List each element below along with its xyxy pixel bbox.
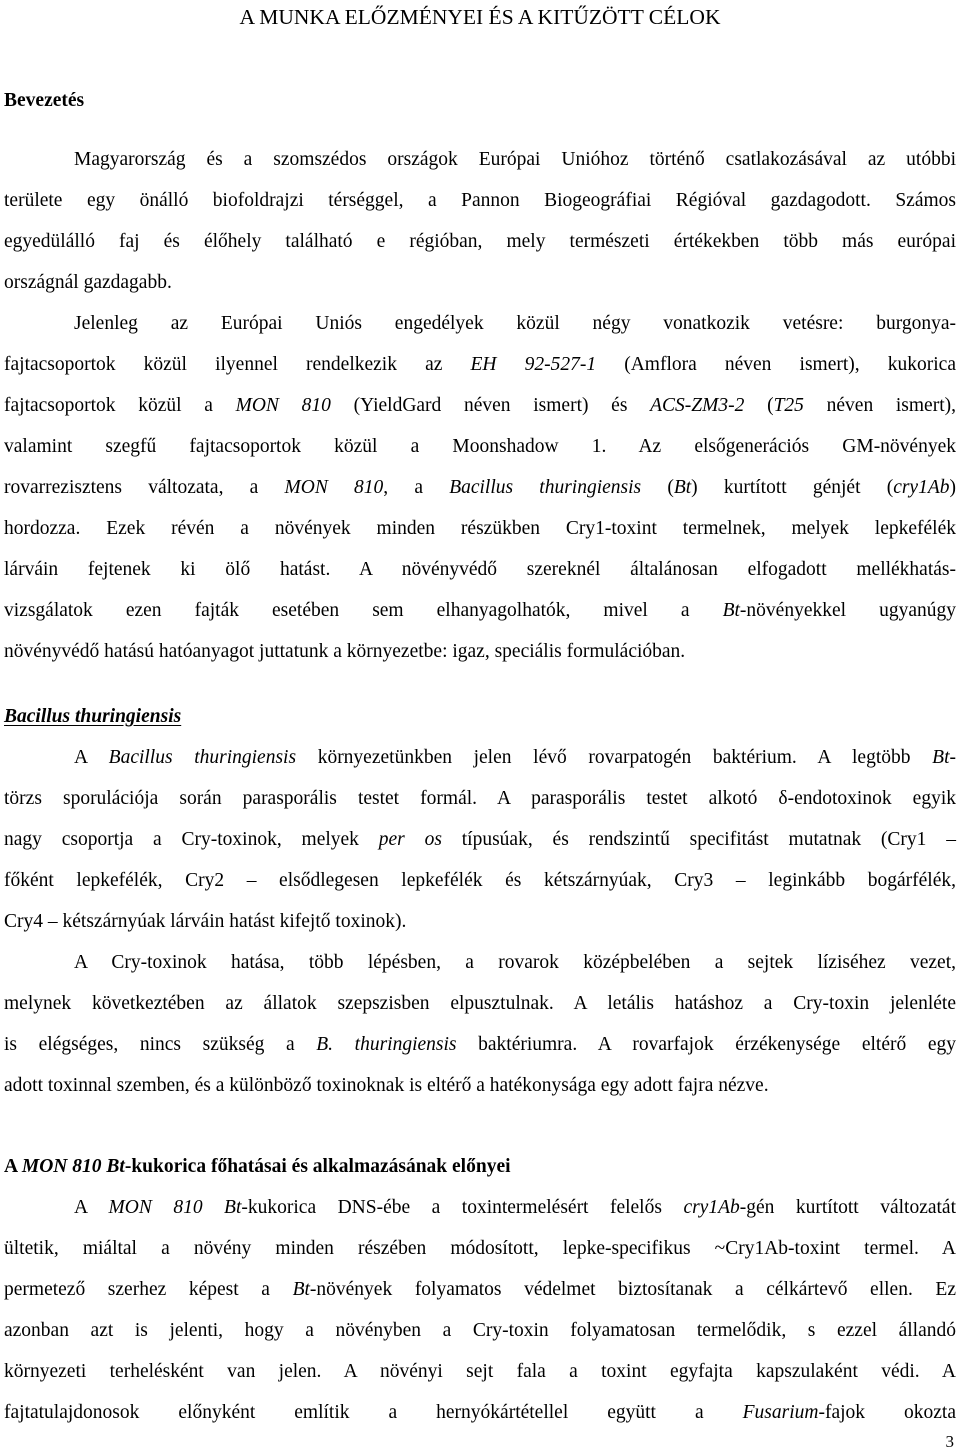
text-line: növényvédő hatású hatóanyagot juttatunk a környezetbe: igaz, speciális formulációban. (4, 641, 686, 662)
text-line: A Cry-toxinok hatása, több lépésben, a rovarok középbelében a sejtek líziséhez vezet, (74, 952, 956, 973)
text-line: Jelenleg az Európai Uniós engedélyek közül négy vonatkozik vetésre: burgonya- (74, 313, 956, 334)
text-line: nagy csoportja a Cry-toxinok, melyek per os típusúak, és rendszintű specifitást mutatnak (Cry1 – (4, 829, 956, 850)
text-line: környezeti terhelésként van jelen. A növényi sejt fala a toxint egyfajta kapszulaként védi. A (4, 1361, 956, 1382)
page-number: 3 (945, 1432, 954, 1451)
text-line: valamint szegfű fajtacsoportok közül a Moonshadow 1. Az elsőgenerációs GM-növények (4, 436, 956, 457)
text-line: fajtacsoportok közül ilyennel rendelkezik az EH 92-527-1 (Amflora néven ismert), kukorica (4, 354, 956, 375)
paragraph-mon810 (4, 1187, 956, 1433)
text-line: is elégséges, nincs szükség a B. thuringiensis baktériumra. A rovarfajok érzékenysége eltérő egy (4, 1034, 956, 1055)
text-line: azonban azt is jelenti, hogy a növényben a Cry-toxin folyamatosan termelődik, s ezzel állandó (4, 1320, 956, 1341)
text-line: fajtacsoportok közül a MON 810 (YieldGard néven ismert) és ACS-ZM3-2 (T25 néven ismert), (4, 395, 956, 416)
text-line: A MON 810 Bt-kukorica DNS-ébe a toxintermelésért felelős cry1Ab-gén kurtított változatát (74, 1197, 956, 1218)
text-line: országnál gazdagabb. (4, 272, 172, 293)
text-line: lárváin fejtenek ki ölő hatást. A növényvédő szereknél általánosan elfogadott mellékhatás- (4, 559, 956, 580)
paragraph-intro (4, 139, 956, 303)
text-line: permetező szerhez képest a Bt-növények folyamatos védelmet biztosítanak a célkártevő ellen. Ez (4, 1279, 956, 1300)
text-line: területe egy önálló biofoldrajzi térséggel, a Pannon Biogeográfiai Régióval gazdagodott. Számos (4, 190, 956, 211)
text-line: rovarrezisztens változata, a MON 810, a Bacillus thuringiensis (Bt) kurtított génjét (cry1Ab) (4, 477, 956, 498)
section-heading-bacillus: Bacillus thuringiensis (4, 706, 182, 727)
section-heading-mon810: A MON 810 Bt-kukorica főhatásai és alkalmazásának előnyei (4, 1156, 511, 1177)
text-line: Cry4 – kétszárnyúak lárváin hatást kifejtő toxinok). (4, 911, 407, 932)
text-line: melynek következtében az állatok szepszisben elpusztulnak. A letális hatáshoz a Cry-toxin jelenléte (4, 993, 956, 1014)
paragraph-bt-description (4, 737, 956, 942)
paragraph-eu-approvals (4, 303, 956, 672)
text-line: fajtatulajdonosok előnyként említik a hernyókártétellel együtt a Fusarium-fajok okozta (4, 1402, 956, 1423)
paragraph-cry-toxin-effect (4, 942, 956, 1106)
text-line: főként lepkefélék, Cry2 – elsődlegesen lepkefélék és kétszárnyúak, Cry3 – leginkább bogárfélék, (4, 870, 956, 891)
text-line: hordozza. Ezek révén a növények minden részükben Cry1-toxint termelnek, melyek lepkefélék (4, 518, 956, 539)
text-line: törzs sporulációja során parasporális testet formál. A parasporális testet alkotó δ-endotoxinok egyik (4, 788, 956, 809)
text-line: Magyarország és a szomszédos országok Európai Unióhoz történő csatlakozásával az utóbbi (74, 149, 956, 170)
text-line: A Bacillus thuringiensis környezetünkben jelen lévő rovarpatogén baktérium. A legtöbb Bt- (74, 747, 956, 768)
text-line: vizsgálatok ezen fajták esetében sem elhanyagolhatók, mivel a Bt-növényekkel ugyanúgy (4, 600, 956, 621)
section-heading-bevezetes: Bevezetés (4, 90, 85, 111)
text-line: ültetik, miáltal a növény minden részében módosított, lepke-specifikus ~Cry1Ab-toxint termel. A (4, 1238, 956, 1259)
text-line: egyedülálló faj és élőhely található e régióban, mely természeti értékekben több más európai (4, 231, 956, 252)
page-title: A MUNKA ELŐZMÉNYEI ÉS A KITŰZÖTT CÉLOK (239, 5, 721, 29)
text-line: adott toxinnal szemben, és a különböző toxinoknak is eltérő a hatékonysága egy adott fajra nézve. (4, 1075, 769, 1096)
